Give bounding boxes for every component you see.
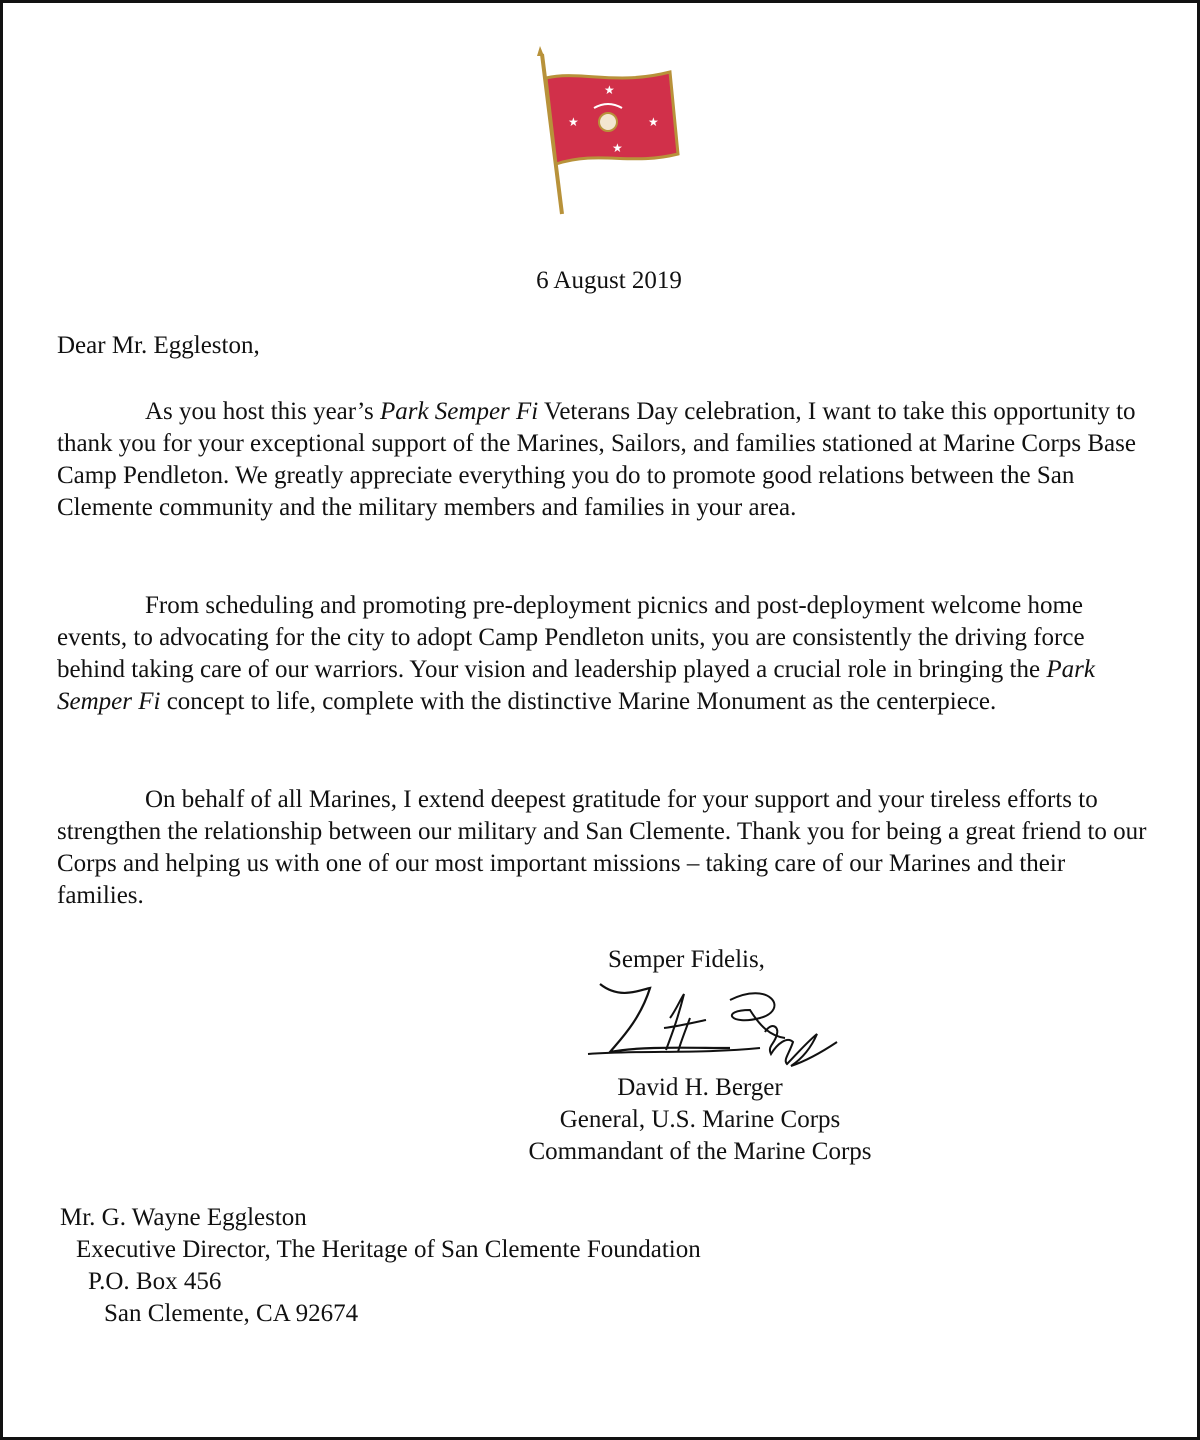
recipient-city: San Clemente, CA 92674 (104, 1300, 359, 1327)
general-flag-icon (520, 42, 700, 222)
recipient-name: Mr. G. Wayne Eggleston (60, 1204, 307, 1231)
paragraph-1-italic: Park Semper Fi (379, 398, 539, 425)
recipient-position: Executive Director, The Heritage of San Clemente Foundation (76, 1236, 701, 1263)
letter-date: 6 August 2019 (536, 267, 682, 294)
paragraph-3 (57, 784, 1157, 912)
paragraph-1-part2: Veterans Day celebration, I want to take this opportunity to thank you for your exceptional support of the Marines, Sailors, and families stationed at Marine Corps Base Camp Pendleton. We greatly appreciate everything you do to promote good relations between the San Clemente community and the military members and families in your area. (57, 398, 1136, 521)
closing: Semper Fidelis, (608, 946, 765, 973)
svg-text:★: ★ (568, 115, 579, 129)
signatory-name: David H. Berger (617, 1074, 783, 1101)
recipient-address (60, 1202, 701, 1330)
signatory-rank: General, U.S. Marine Corps (559, 1106, 841, 1133)
svg-text:★: ★ (648, 115, 659, 129)
svg-text:★: ★ (612, 141, 623, 155)
salutation: Dear Mr. Eggleston, (57, 332, 260, 359)
paragraph-2 (57, 590, 1157, 718)
paragraph-2-part2: concept to life, complete with the distinctive Marine Monument as the centerpiece. (160, 688, 997, 715)
signatory-title: Commandant of the Marine Corps (528, 1138, 872, 1165)
paragraph-2-italic: Park Semper Fi (57, 656, 1095, 715)
paragraph-3-text: On behalf of all Marines, I extend deepest gratitude for your support and your tireless efforts to strengthen the relationship between our military and San Clemente. Thank you for being a great friend to our Corps and helping us with one of our most important missions – taking care of our Marines and their families. (57, 786, 1147, 909)
paragraph-1 (57, 396, 1157, 524)
handwritten-signature-icon (580, 970, 860, 1080)
signature-block (0, 1072, 1200, 1168)
recipient-street: P.O. Box 456 (88, 1268, 222, 1295)
svg-text:★: ★ (604, 83, 615, 97)
paragraph-2-part1: From scheduling and promoting pre-deployment picnics and post-deployment welcome home events, to advocating for the city to adopt Camp Pendleton units, you are consistently the driving force behind taking care of our warriors. Your vision and leadership played a crucial role in bringing the (57, 592, 1085, 683)
paragraph-1-part1: As you host this year’s (145, 398, 380, 425)
